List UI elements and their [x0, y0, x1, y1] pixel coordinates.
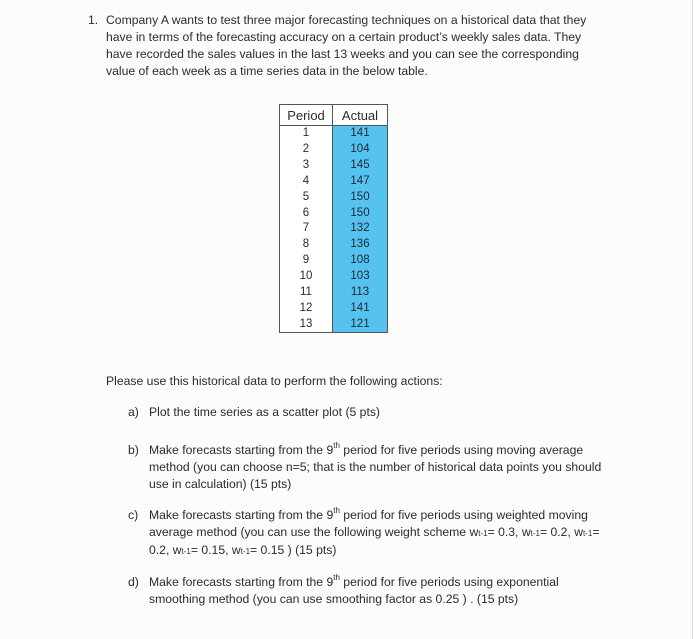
actual-cell: 121	[333, 316, 388, 332]
period-cell: 6	[280, 205, 333, 221]
actual-cell: 103	[333, 269, 388, 285]
period-cell: 5	[280, 189, 333, 205]
task-c-label: c)	[128, 508, 139, 522]
table-row	[280, 221, 388, 237]
period-cell: 1	[280, 126, 333, 142]
task-b-text: Make forecasts starting from the 9th period for five periods using moving average method (you can choose n=5; that is the number of historical data points you should use in calculation) (15 pts)	[149, 440, 602, 491]
actual-cell: 150	[333, 205, 388, 221]
instructions-intro: Please use this historical data to perform the following actions:	[106, 374, 443, 388]
period-cell: 12	[280, 300, 333, 316]
table-row	[280, 284, 388, 300]
period-cell: 4	[280, 174, 333, 190]
weight-scheme: wt-1= 0.3, wt-1= 0.2, wt-1= 0.2, wt-1= 0.15, wt-1= 0.15 ) (15 pts)	[149, 525, 600, 557]
task-a-label: a)	[128, 405, 139, 419]
period-cell: 8	[280, 237, 333, 253]
actual-cell: 108	[333, 253, 388, 269]
period-cell: 7	[280, 221, 333, 237]
period-cell: 11	[280, 284, 333, 300]
header-period: Period	[280, 105, 333, 126]
actual-cell: 113	[333, 284, 388, 300]
table-row	[280, 300, 388, 316]
header-actual: Actual	[333, 105, 388, 126]
actual-cell: 141	[333, 126, 388, 142]
question-number: 1.	[88, 13, 99, 27]
task-d-label: d)	[128, 575, 139, 589]
actual-cell: 147	[333, 174, 388, 190]
task-b-label: b)	[128, 443, 139, 457]
task-a-text: Plot the time series as a scatter plot (5 pts)	[149, 405, 380, 419]
actual-cell: 141	[333, 300, 388, 316]
actual-cell: 150	[333, 189, 388, 205]
question-text: Company A wants to test three major forecasting techniques on a historical data that they have in terms of the forecasting accuracy on a certain product’s weekly sales data. They have recorded the sales values in the last 13 weeks and you can see the corresponding value of each week as a time series data in the below table.	[106, 13, 587, 78]
task-c-text: Make forecasts starting from the 9th period for five periods using weighted moving average method (you can use the following weight scheme wt-1= 0.3, wt-1= 0.2, wt-1= 0.2, wt-1= 0.15, wt-1= 0.15 ) (15 pts)	[149, 505, 600, 557]
period-cell: 10	[280, 269, 333, 285]
period-cell: 3	[280, 158, 333, 174]
task-d-text: Make forecasts starting from the 9th period for five periods using exponential smoothing method (you can use smoothing factor as 0.25 ) . (15 pts)	[149, 572, 559, 606]
table-row	[280, 316, 388, 332]
table-row	[280, 126, 388, 142]
table-header-row	[280, 105, 388, 126]
table-row	[280, 253, 388, 269]
period-cell: 13	[280, 316, 333, 332]
actual-cell: 132	[333, 221, 388, 237]
table-row	[280, 189, 388, 205]
table-row	[280, 142, 388, 158]
actual-cell: 104	[333, 142, 388, 158]
table-row	[280, 205, 388, 221]
time-series-table	[279, 104, 388, 333]
table-row	[280, 174, 388, 190]
task-b	[128, 442, 618, 493]
table-row	[280, 237, 388, 253]
actual-cell: 145	[333, 158, 388, 174]
period-cell: 2	[280, 142, 333, 158]
task-d	[128, 574, 618, 608]
actual-cell: 136	[333, 237, 388, 253]
task-c	[128, 507, 618, 560]
period-cell: 9	[280, 253, 333, 269]
table-row	[280, 269, 388, 285]
task-a	[128, 404, 618, 421]
table-row	[280, 158, 388, 174]
table-body	[280, 126, 388, 333]
